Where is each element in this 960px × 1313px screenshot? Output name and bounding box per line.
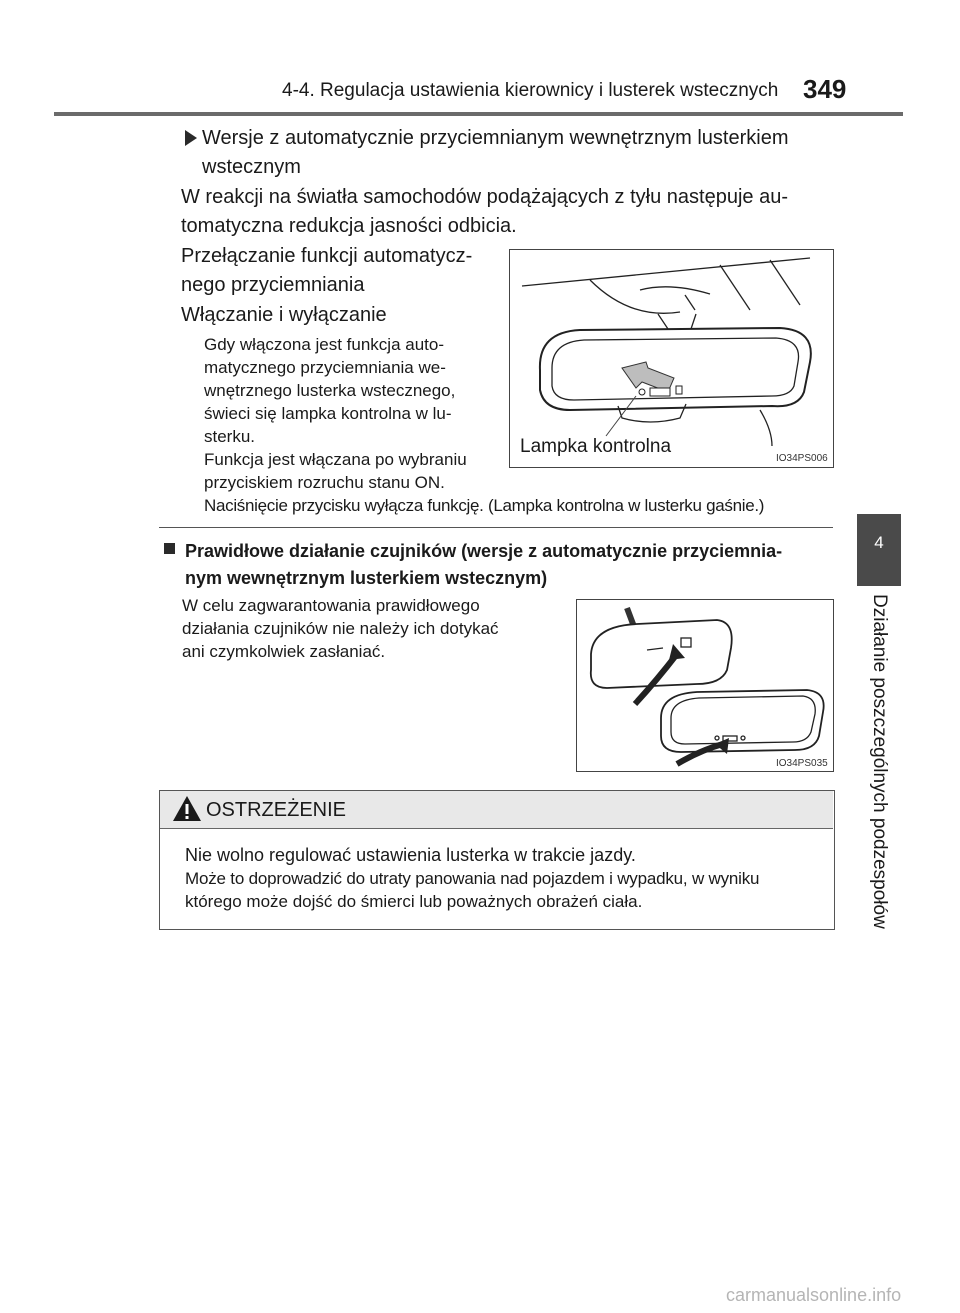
- section1-heading-line1: Wersje z automatycznie przyciemnianym wewnętrznym lusterkiem: [202, 127, 789, 149]
- body-line: przyciskiem rozruchu stanu ON.: [204, 473, 445, 492]
- body-line-full: Naciśnięcie przycisku wyłącza funkcję. (Lampka kontrolna w lusterku gaśnie.): [204, 496, 765, 515]
- body-line: sterku.: [204, 427, 256, 446]
- section2-heading-line1: Prawidłowe działanie czujników (wersje z automatycznie przyciemnia-: [185, 541, 783, 561]
- section2-heading-line2: nym wewnętrznym lusterkiem wstecznym): [185, 568, 548, 588]
- triangle-bullet-icon: [185, 130, 197, 146]
- section2-body-line: działania czujników nie należy ich dotykać: [182, 619, 499, 638]
- warning-line3: którego może dojść do śmierci lub poważnych obrażeń ciała.: [185, 892, 643, 911]
- watermark: carmanualsonline.info: [726, 1285, 902, 1305]
- figure2-code: IO34PS035: [776, 758, 828, 769]
- mirror-illustration: [510, 250, 833, 467]
- section-title: 4-4. Regulacja ustawienia kierownicy i lusterek wstecznych: [282, 80, 779, 101]
- body-line: Gdy włączona jest funkcja auto-: [204, 335, 445, 354]
- figure1-code: IO34PS006: [776, 453, 828, 464]
- square-bullet-icon: [164, 543, 175, 554]
- section2-body-line: W celu zagwarantowania prawidłowego: [182, 596, 480, 615]
- subheading-line2: nego przyciemniania: [181, 274, 365, 296]
- section-divider: [159, 527, 833, 528]
- section1-heading-line2: wstecznym: [202, 156, 301, 178]
- body-line: Funkcja jest włączana po wybraniu: [204, 450, 467, 469]
- warning-title: OSTRZEŻENIE: [206, 799, 347, 821]
- page-number: 349: [803, 74, 847, 104]
- warning-triangle-icon: [172, 795, 202, 822]
- chapter-title: Działanie poszczególnych podzespołów: [869, 594, 890, 929]
- body-line: matycznego przyciemniania we-: [204, 358, 446, 377]
- body-line: świeci się lampka kontrolna w lu-: [204, 404, 452, 423]
- header-divider: [54, 112, 903, 116]
- section2-body-line: ani czymkolwiek zasłaniać.: [182, 642, 386, 661]
- warning-line2: Może to doprowadzić do utraty panowania nad pojazdem i wypadku, w wyniku: [185, 869, 760, 888]
- subheading-on-off: Włączanie i wyłączanie: [181, 304, 387, 326]
- lamp-callout-label: Lampka kontrolna: [520, 436, 672, 457]
- section1-intro-line1: W reakcji na światła samochodów podążających z tyłu następuje au-: [181, 186, 788, 208]
- body-line: wnętrznego lusterka wstecznego,: [204, 381, 456, 400]
- chapter-number: 4: [874, 533, 884, 552]
- warning-line1: Nie wolno regulować ustawienia lusterka w trakcie jazdy.: [185, 845, 636, 865]
- subheading-line1: Przełączanie funkcji automatycz-: [181, 245, 473, 267]
- sensor-mirrors-illustration: [577, 600, 833, 771]
- figure-sensors: [576, 599, 834, 772]
- section1-intro-line2: tomatyczna redukcja jasności odbicia.: [181, 215, 517, 237]
